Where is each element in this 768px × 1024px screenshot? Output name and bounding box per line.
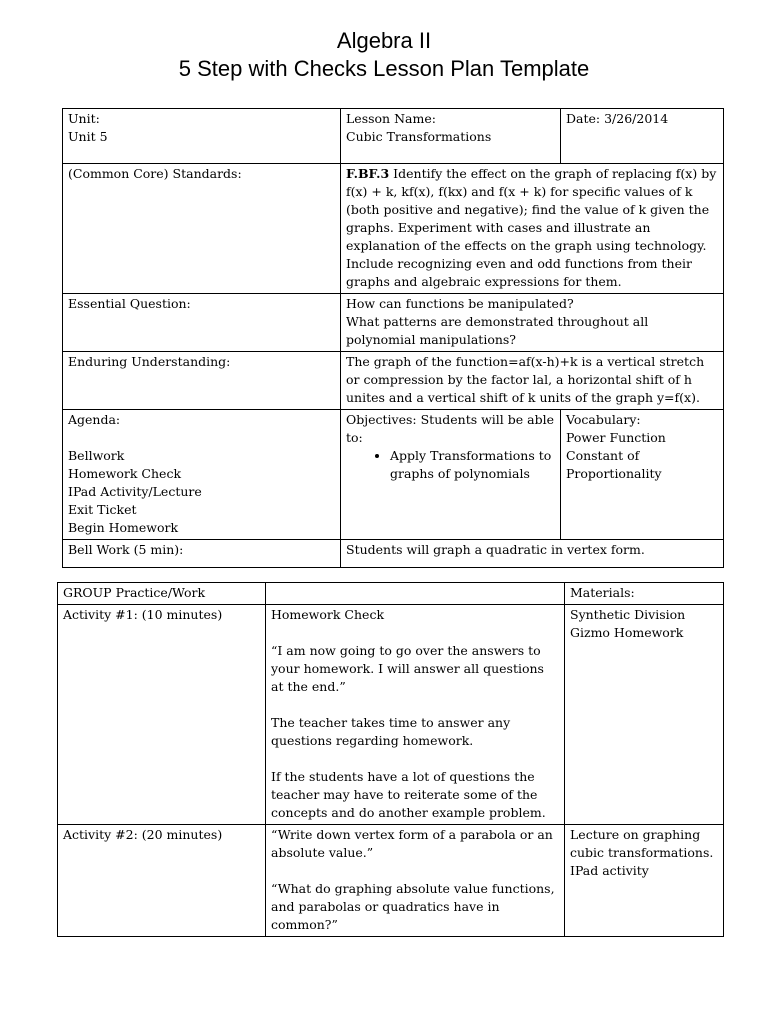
vocabulary-item: Constant of Proportionality — [566, 448, 662, 481]
page-subtitle: 5 Step with Checks Lesson Plan Template — [178, 56, 590, 81]
unit-value: Unit 5 — [68, 129, 108, 144]
date-cell — [561, 109, 724, 164]
standards-label: (Common Core) Standards: — [63, 164, 341, 294]
bell-work-label: Bell Work (5 min): — [63, 540, 341, 568]
agenda-item: IPad Activity/Lecture — [68, 484, 202, 499]
vocabulary-cell — [561, 410, 724, 540]
standards-cell — [341, 164, 724, 294]
lesson-name-cell — [341, 109, 561, 164]
activity-1-cell — [266, 605, 565, 825]
activity-2-materials — [565, 825, 724, 937]
activity-2-paragraph: “Write down vertex form of a parabola or an absolute value.” — [271, 827, 553, 860]
unit-label: Unit: — [68, 111, 100, 126]
activity-1-paragraph: The teacher takes time to answer any questions regarding homework. — [271, 715, 511, 748]
agenda-item: Begin Homework — [68, 520, 179, 535]
agenda-label: Agenda: — [68, 412, 121, 427]
materials-header: Materials: — [565, 583, 724, 605]
agenda-item: Homework Check — [68, 466, 182, 481]
lesson-name-value: Cubic Transformations — [346, 129, 492, 144]
lesson-plan-table — [62, 108, 724, 568]
table-row — [63, 109, 724, 164]
vocabulary-label: Vocabulary: — [566, 412, 641, 427]
lesson-name-label: Lesson Name: — [346, 111, 436, 126]
activity-1-paragraph: “I am now going to go over the answers to your homework. I will answer all questions at the end.” — [271, 643, 544, 694]
objectives-list — [346, 447, 555, 483]
objectives-label: Objectives: Students will be able to: — [346, 412, 554, 445]
date-text: Date: 3/26/2014 — [566, 111, 669, 126]
essential-question-line: How can functions be manipulated? — [346, 296, 574, 311]
materials-item: Gizmo Homework — [570, 625, 684, 640]
essential-question-line: What patterns are demonstrated throughout all polynomial manipulations? — [346, 314, 649, 347]
activity-1-paragraph: If the students have a lot of questions the teacher may have to reiterate some of the concepts and do another example problem. — [271, 769, 546, 820]
activity-2-paragraph: “What do graphing absolute value functions, and parabolas or quadratics have in common?” — [271, 881, 555, 932]
unit-cell — [63, 109, 341, 164]
activity-1-label: Activity #1: (10 minutes) — [58, 605, 266, 825]
activity-2-label: Activity #2: (20 minutes) — [58, 825, 266, 937]
table-row — [58, 605, 724, 825]
table-row — [63, 294, 724, 352]
vocabulary-item: Power Function — [566, 430, 666, 445]
activity-1-materials — [565, 605, 724, 825]
materials-item: IPad activity — [570, 863, 649, 878]
essential-question-label: Essential Question: — [63, 294, 341, 352]
activity-2-cell — [266, 825, 565, 937]
materials-item: Synthetic Division — [570, 607, 686, 622]
enduring-understanding-label: Enduring Understanding: — [63, 352, 341, 410]
group-header-label: GROUP Practice/Work — [58, 583, 266, 605]
agenda-cell — [63, 410, 341, 540]
list-item: • Apply Transformations to graphs of polynomials — [390, 447, 555, 483]
essential-question-cell — [341, 294, 724, 352]
group-header-empty — [266, 583, 565, 605]
materials-item: Lecture on graphing cubic transformations. — [570, 827, 714, 860]
group-practice-table — [57, 582, 724, 937]
page-title: Algebra II — [336, 28, 432, 53]
table-row — [63, 410, 724, 540]
standards-text: Identify the effect on the graph of replacing f(x) by f(x) + k, kf(x), f(kx) and f(x + k) for specific values of k (both positive and negative); find the value of k given the graphs. Experiment with cases and illustrate an explanation of the effects on the graph using technology. Include recognizing even and odd functions from their graphs and algebraic expressions for them. — [346, 166, 717, 289]
table-row — [58, 825, 724, 937]
table-row — [63, 540, 724, 568]
table-row — [58, 583, 724, 605]
table-row — [63, 164, 724, 294]
agenda-item: Exit Ticket — [68, 502, 137, 517]
bell-work-text: Students will graph a quadratic in vertex form. — [341, 540, 724, 568]
standards-code: F.BF.3 — [346, 166, 390, 181]
enduring-understanding-text: The graph of the function=af(x-h)+k is a vertical stretch or compression by the factor lal, a horizontal shift of h unites and a vertical shift of k units of the graph y=f(x). — [341, 352, 724, 410]
objectives-cell — [341, 410, 561, 540]
agenda-item: Bellwork — [68, 448, 125, 463]
table-row — [63, 352, 724, 410]
activity-1-title: Homework Check — [271, 607, 385, 622]
